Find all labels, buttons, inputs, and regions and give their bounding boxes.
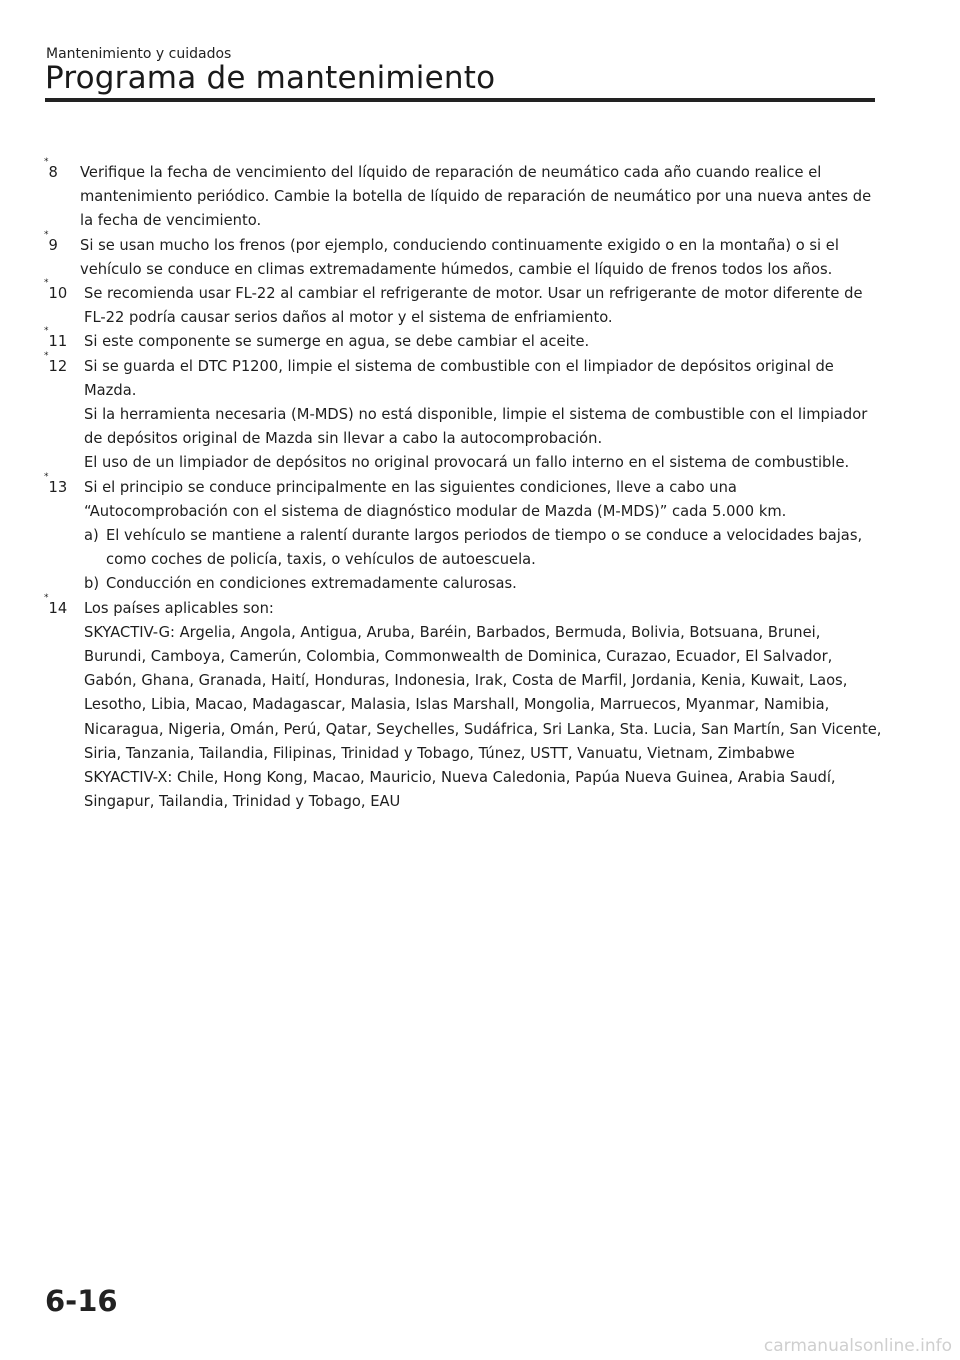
subitem-text: Conducción en condiciones extremadamente calurosas. xyxy=(106,575,517,593)
footnote-9 xyxy=(44,229,884,282)
footnote-8 xyxy=(44,157,884,234)
footnote-number xyxy=(44,350,68,379)
footnote-paragraph: Se recomienda usar FL-22 al cambiar el refrigerante de motor. Usar un refrigerante de motor diferente de FL-22 podría causar serios daños al motor y el sistema de enfriamiento. xyxy=(84,285,863,327)
footnote-index: 10 xyxy=(48,285,68,303)
footnote-paragraph: Si se usan mucho los frenos (por ejemplo, conduciendo continuamente exigido o en la montaña) o si el vehículo se conduce en climas extremadamente húmedos, cambie el líquido de frenos todos los años. xyxy=(80,236,839,278)
footnote-paragraph: Si el principio se conduce principalmente en las siguientes condiciones, lleve a cabo una “Autocomprobación con el sistema de diagnóstico modular de Mazda (M-MDS)” cada 5.000 km. xyxy=(84,478,787,520)
footnote-marker: * xyxy=(44,326,49,337)
footnote-paragraph: Si este componente se sumerge en agua, se debe cambiar el aceite. xyxy=(84,333,590,351)
footnote-index: 12 xyxy=(48,357,68,375)
footnote-13 xyxy=(44,471,884,597)
page-number: 6-16 xyxy=(45,1284,118,1318)
footnote-paragraph: Si la herramienta necesaria (M-MDS) no está disponible, limpie el sistema de combustible con el limpiador de depósitos original de Mazda sin llevar a cabo la autocomprobación. xyxy=(84,406,868,448)
footnote-14 xyxy=(44,592,884,815)
footnote-marker: * xyxy=(44,229,49,240)
footnotes-list xyxy=(44,157,884,814)
footnote-marker: * xyxy=(44,350,49,361)
footnote-number xyxy=(44,229,58,258)
footnote-subitem xyxy=(84,524,884,572)
subitem-label: a) xyxy=(84,527,99,545)
footnote-paragraph: Los países aplicables son: xyxy=(84,599,274,617)
page-title: Programa de mantenimiento xyxy=(45,60,496,96)
footnote-paragraph: SKYACTIV-X: Chile, Hong Kong, Macao, Mauricio, Nueva Caledonia, Papúa Nueva Guinea, Arabia Saudí, Singapur, Tailandia, Trinidad y Tobago, EAU xyxy=(84,769,836,811)
footnote-12 xyxy=(44,350,884,476)
title-underline xyxy=(45,98,875,102)
footnote-paragraph: Verifique la fecha de vencimiento del líquido de reparación de neumático cada año cuando realice el mantenimiento periódico. Cambie la botella de líquido de reparación de neumático por una nueva antes de la fecha de vencimiento. xyxy=(80,164,872,230)
footnote-paragraph: Si se guarda el DTC P1200, limpie el sistema de combustible con el limpiador de depósitos original de Mazda. xyxy=(84,357,834,399)
footnote-index: 8 xyxy=(48,164,58,181)
watermark: carmanualsonline.info xyxy=(763,1336,952,1356)
footnote-number xyxy=(44,278,68,306)
footnote-index: 9 xyxy=(48,236,58,254)
footnote-number xyxy=(44,157,58,185)
section-header: Mantenimiento y cuidados xyxy=(46,46,232,62)
footnote-marker: * xyxy=(44,157,49,167)
footnote-number xyxy=(44,471,68,500)
footnote-index: 13 xyxy=(48,478,68,496)
footnote-11 xyxy=(44,326,884,354)
footnote-paragraph: El uso de un limpiador de depósitos no original provocará un fallo interno en el sistema de combustible. xyxy=(84,454,850,472)
footnote-marker: * xyxy=(44,592,49,603)
footnote-subitem xyxy=(84,572,884,596)
footnote-number xyxy=(44,592,68,621)
subitem-text: El vehículo se mantiene a ralentí durante largos periodos de tiempo o se conduce a velocidades bajas, como coches de policía, taxis, o vehículos de autoescuela. xyxy=(106,527,863,569)
subitem-label: b) xyxy=(84,575,100,593)
footnote-10 xyxy=(44,278,884,330)
footnote-index: 11 xyxy=(48,333,68,351)
footnote-index: 14 xyxy=(48,599,68,617)
footnote-marker: * xyxy=(44,278,49,289)
footnote-marker: * xyxy=(44,471,49,482)
footnote-paragraph: SKYACTIV-G: Argelia, Angola, Antigua, Aruba, Baréin, Barbados, Bermuda, Bolivia, Botsuana, Brunei, Burundi, Camboya, Camerún, Colombia, Commonwealth de Dominica, Curazao, Ecuador, El Salvador, Gabón, Ghana, Granada, Haití, Honduras, Indonesia, Irak, Costa de Marfil, Jordania, Kenia, Kuwait, Laos, Lesotho, Libia, Macao, Madagascar, Malasia, Islas Marshall, Mongolia, Marruecos, Myanmar, Namibia, Nicaragua, Nigeria, Omán, Perú, Qatar, Seychelles, Sudáfrica, Sri Lanka, Sta. Lucia, San Martín, San Vicente, Siria, Tanzania, Tailandia, Filipinas, Trinidad y Tobago, Túnez, USTT, Vanuatu, Vietnam, Zimbabwe xyxy=(84,623,882,762)
